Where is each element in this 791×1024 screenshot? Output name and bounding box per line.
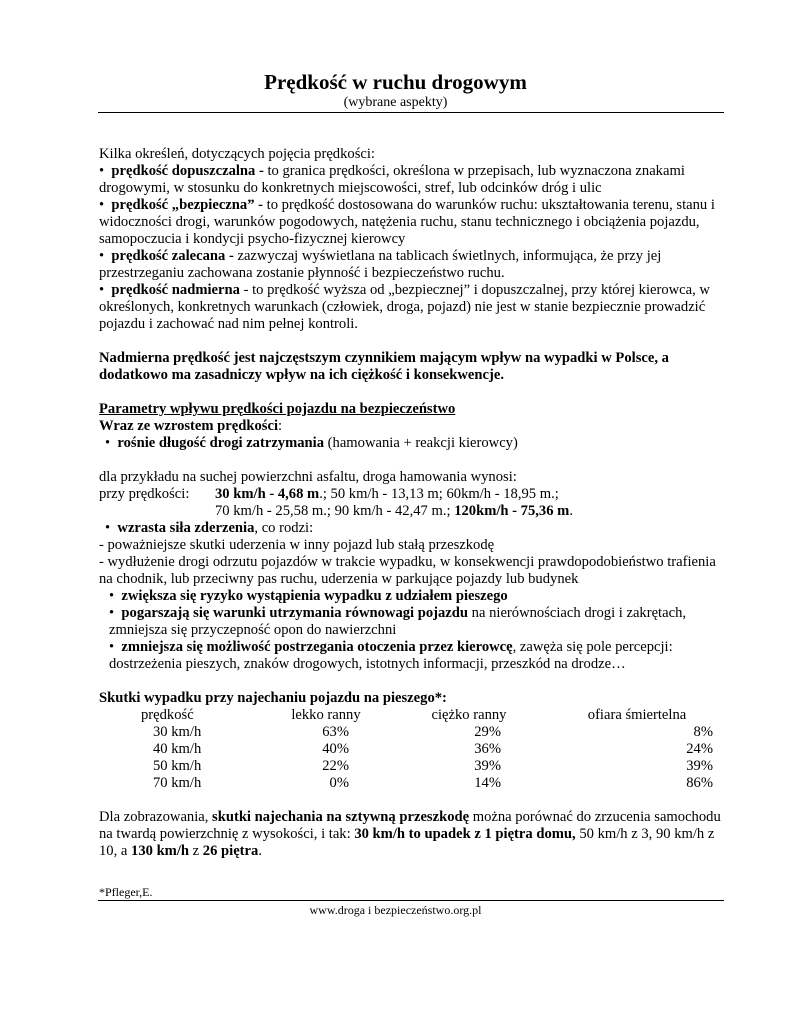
table-cell: 36% (474, 741, 501, 757)
footer-rule (98, 900, 724, 901)
comparison-bold: 26 piętra (202, 843, 259, 859)
definition-text: to granica prędkości, określona w przepisach, lub wyznaczona znakami drogowymi, w stosunku do konkretnych miejscowości, stref, lub odcinków dróg i ulic (99, 163, 685, 196)
pedestrian-risk-item: • zwiększa się ryzyko wystąpienia wypadku z udziałem pieszego (109, 588, 508, 604)
comparison-text: 50 km/h z 3, 90 km/h z 10, a (99, 826, 715, 859)
comparison-bold: skutki najechania na sztywną przeszkodę (212, 809, 470, 825)
footer-url: www.droga i bezpieczeństwo.org.pl (309, 903, 482, 917)
example-intro: dla przykładu na suchej powierzchni asfaltu, droga hamowania wynosi: (99, 469, 517, 485)
stopping-term: rośnie długość drogi zatrzymania (117, 435, 325, 451)
braking-value-bold: 30 km/h - 4,68 m (215, 486, 320, 502)
braking-values: .; 50 km/h - 13,13 m; 60km/h - 18,95 m.; (319, 486, 559, 502)
balance-term: pogarszają się warunki utrzymania równowagi pojazdu (121, 605, 469, 621)
table-cell: 14% (474, 775, 501, 791)
balance-item: • pogarszają się warunki utrzymania równowagi pojazdu na nierównościach drogi i zakrętach, zmniejsza się przyczepność opon do nawierzchni (109, 605, 687, 638)
comparison-text: można porównać do zrzucenia samochodu na twardą powierzchnię z wysokości, i tak: (99, 809, 721, 842)
table-cell: 0% (329, 775, 349, 791)
braking-period: . (569, 503, 573, 519)
with-speed-line (99, 418, 724, 435)
table-cell: 22% (322, 758, 349, 774)
comparison-text: z (189, 843, 203, 859)
perception-item: • zmniejsza się możliwość postrzegania otoczenia przez kierowcę, zawęża się pole percepcji: dostrzeżenia pieszych, znaków drogowych, istotnych informacji, przeszkód na drodze… (109, 639, 673, 672)
header-rule (98, 112, 724, 113)
table-row (99, 775, 713, 792)
impact-consequence: - poważniejsze skutki uderzenia w inny pojazd lub stałą przeszkodę (99, 537, 495, 553)
impact-text: , co rodzi: (254, 520, 314, 536)
table-cell: 63% (322, 724, 349, 740)
definition-item: • prędkość nadmierna - to prędkość wyższa od „bezpiecznej” i dopuszczalnej, przy której kierowca, w określonych, konkretnych warunkach (człowiek, droga, pojazd) nie jest w stanie bezpiecznie prowadzić pojazdu i zachować nad nim pełnej kontroli. (99, 282, 710, 332)
definition-text: to prędkość dostosowana do warunków ruchu: ukształtowania terenu, stanu i widoczności drogi, warunków pogodowych, natężenia ruchu, stanu technicznego i obciążenia pojazdu, samopoczucia i kondycji psycho-fizycznej kierowcy (99, 197, 715, 247)
table-cell: 50 km/h (153, 758, 202, 774)
stopping-distance-item: • rośnie długość drogi zatrzymania (hamowania + reakcji kierowcy) (105, 435, 518, 451)
with-speed-label: Wraz ze wzrostem prędkości (99, 418, 278, 434)
braking-distances (99, 486, 573, 520)
definition-item: • prędkość dopuszczalna - to granica prędkości, określona w przepisach, lub wyznaczona znakami drogowymi, w stosunku do konkretnych miejscowości, stref, lub odcinków dróg i ulic (99, 163, 685, 196)
comparison-text: . (258, 843, 262, 859)
table-cell: 24% (686, 741, 713, 757)
table-cell: 30 km/h (153, 724, 202, 740)
table-cell: 29% (474, 724, 501, 740)
table-row (99, 758, 713, 775)
table-cell: 39% (474, 758, 501, 774)
table-row (99, 741, 713, 758)
table-cell: 70 km/h (153, 775, 202, 791)
parameters-heading: Parametry wpływu prędkości pojazdu na bezpieczeństwo (99, 401, 456, 417)
braking-row-1 (215, 486, 573, 503)
table-cell: 86% (686, 775, 713, 791)
comparison-paragraph (99, 809, 724, 860)
definitions-intro: Kilka określeń, dotyczących pojęcia prędkości: (99, 146, 375, 162)
comparison-text: Dla zobrazowania, (99, 809, 213, 825)
definition-item: • prędkość „bezpieczna” - to prędkość dostosowana do warunków ruchu: ukształtowania terenu, stanu i widoczności drogi, warunków pogodowych, natężenia ruchu, stanu technicznego i obciążenia pojazdu, samopoczucia i kondycji psycho-fizycznej kierowcy (99, 197, 715, 247)
effects-header-row (99, 707, 713, 724)
speed-label: przy prędkości: (99, 486, 190, 502)
braking-values: 70 km/h - 25,58 m.; 90 km/h - 42,47 m.; (215, 503, 455, 519)
column-header: ciężko ranny (431, 707, 507, 723)
braking-row-2 (215, 503, 573, 520)
table-cell: 8% (693, 724, 713, 740)
definition-text: zazwyczaj wyświetlana na tablicach świetlnych, informująca, że przy jej przestrzeganiu zachowana zostanie płynność i bezpieczeństwo ruchu. (99, 248, 662, 281)
definition-term: prędkość dopuszczalna - (111, 163, 264, 179)
column-header: ofiara śmiertelna (587, 707, 687, 723)
pedestrian-risk-text: zwiększa się ryzyko wystąpienia wypadku z udziałem pieszego (121, 588, 508, 604)
column-header: prędkość (141, 707, 194, 723)
perception-text: , zawęża się pole percepcji: dostrzeżenia pieszych, znaków drogowych, istotnych informacji, przeszkód na drodze… (109, 639, 673, 672)
effects-table (99, 707, 713, 792)
column-header: lekko ranny (291, 707, 361, 723)
impact-term: wzrasta siła zderzenia (117, 520, 255, 536)
balance-text: na nierównościach drogi i zakrętach, zmniejsza się przyczepność opon do nawierzchni (109, 605, 687, 638)
definition-term: prędkość „bezpieczna” - (111, 197, 264, 213)
table-cell: 39% (686, 758, 713, 774)
effects-heading: Skutki wypadku przy najechaniu pojazdu na pieszego*: (99, 690, 447, 706)
page-title: Prędkość w ruchu drogowym (264, 70, 527, 94)
impact-force-item: • wzrasta siła zderzenia, co rodzi: (105, 520, 314, 536)
impact-consequence: - wydłużenie drogi odrzutu pojazdów w trakcie wypadku, w konsekwencji prawdopodobieństwo trafienia na chodnik, lub przeciwny pas ruchu, uderzenia w parkujące pojazdy lub budynek (99, 554, 716, 587)
table-cell: 40 km/h (153, 741, 202, 757)
table-row (99, 724, 713, 741)
key-statement: Nadmierna prędkość jest najczęstszym czynnikiem mającym wpływ na wypadki w Polsce, a dodatkowo ma zasadniczy wpływ na ich ciężkość i konsekwencje. (99, 350, 669, 383)
comparison-bold: 130 km/h (131, 843, 190, 859)
comparison-bold: 30 km/h to upadek z 1 piętra domu, (354, 826, 576, 842)
definition-term: prędkość zalecana - (111, 248, 234, 264)
definition-term: prędkość nadmierna (111, 282, 240, 298)
braking-value-bold: 120km/h - 75,36 m (454, 503, 570, 519)
stopping-text: (hamowania + reakcji kierowcy) (324, 435, 518, 451)
document-body (99, 146, 724, 860)
footnote: *Pfleger,E. (99, 885, 153, 899)
table-cell: 40% (322, 741, 349, 757)
definition-text: - to prędkość wyższa od „bezpiecznej” i dopuszczalnej, przy której kierowca, w określonych, konkretnych warunkach (człowiek, droga, pojazd) nie jest w stanie bezpiecznie prowadzić pojazdu i zachować nad nim pełnej kontroli. (99, 282, 710, 332)
perception-term: zmniejsza się możliwość postrzegania otoczenia przez kierowcę (121, 639, 513, 655)
definition-item: • prędkość zalecana - zazwyczaj wyświetlana na tablicach świetlnych, informująca, że przy jej przestrzeganiu zachowana zostanie płynność i bezpieczeństwo ruchu. (99, 248, 662, 281)
with-speed-colon: : (278, 418, 283, 434)
page-subtitle: (wybrane aspekty) (343, 95, 448, 110)
